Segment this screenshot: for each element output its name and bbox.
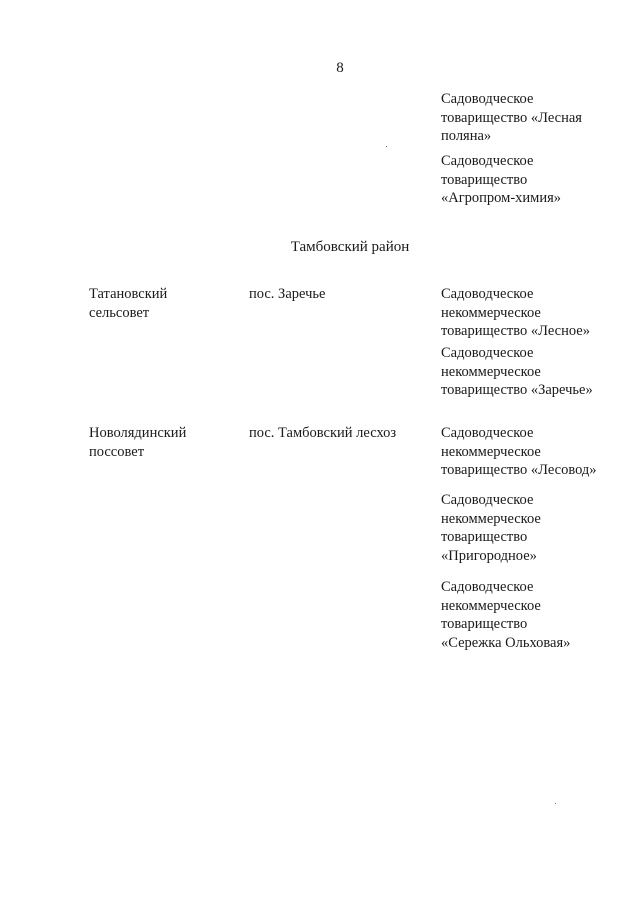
partnership-serezhka-olkhovaya: Садоводческое некоммерческое товарищество «Сережка Ольховая»	[441, 579, 571, 651]
council-tatanovsky: Татановский сельсовет	[89, 286, 168, 321]
partnership-lesnoe: Садоводческое некоммерческое товарищество «Лесное»	[441, 286, 590, 339]
partnership-prigorodnoe: Садоводческое некоммерческое товарищество «Пригородное»	[441, 492, 541, 564]
partnership-lesovod: Садоводческое некоммерческое товарищество «Лесовод»	[441, 425, 597, 478]
partnership-agroprom-khimiya: Садоводческое товарищество «Агропром-химия»	[441, 153, 562, 206]
district-heading: Тамбовский район	[290, 239, 410, 255]
settlement-tambovsky-leskhoz: пос. Тамбовский лесхоз	[249, 425, 397, 441]
scan-speck	[386, 146, 387, 147]
partnership-lesnaya-polyana: Садоводческое товарищество «Лесная поляна»	[441, 91, 582, 144]
settlement-zarechye: пос. Заречье	[249, 286, 326, 302]
page-number: 8	[336, 60, 344, 76]
scan-speck	[555, 803, 556, 804]
council-novolyadinsky: Новолядинский поссовет	[89, 425, 187, 460]
partnership-zarechye: Садоводческое некоммерческое товарищество «Заречье»	[441, 345, 593, 398]
